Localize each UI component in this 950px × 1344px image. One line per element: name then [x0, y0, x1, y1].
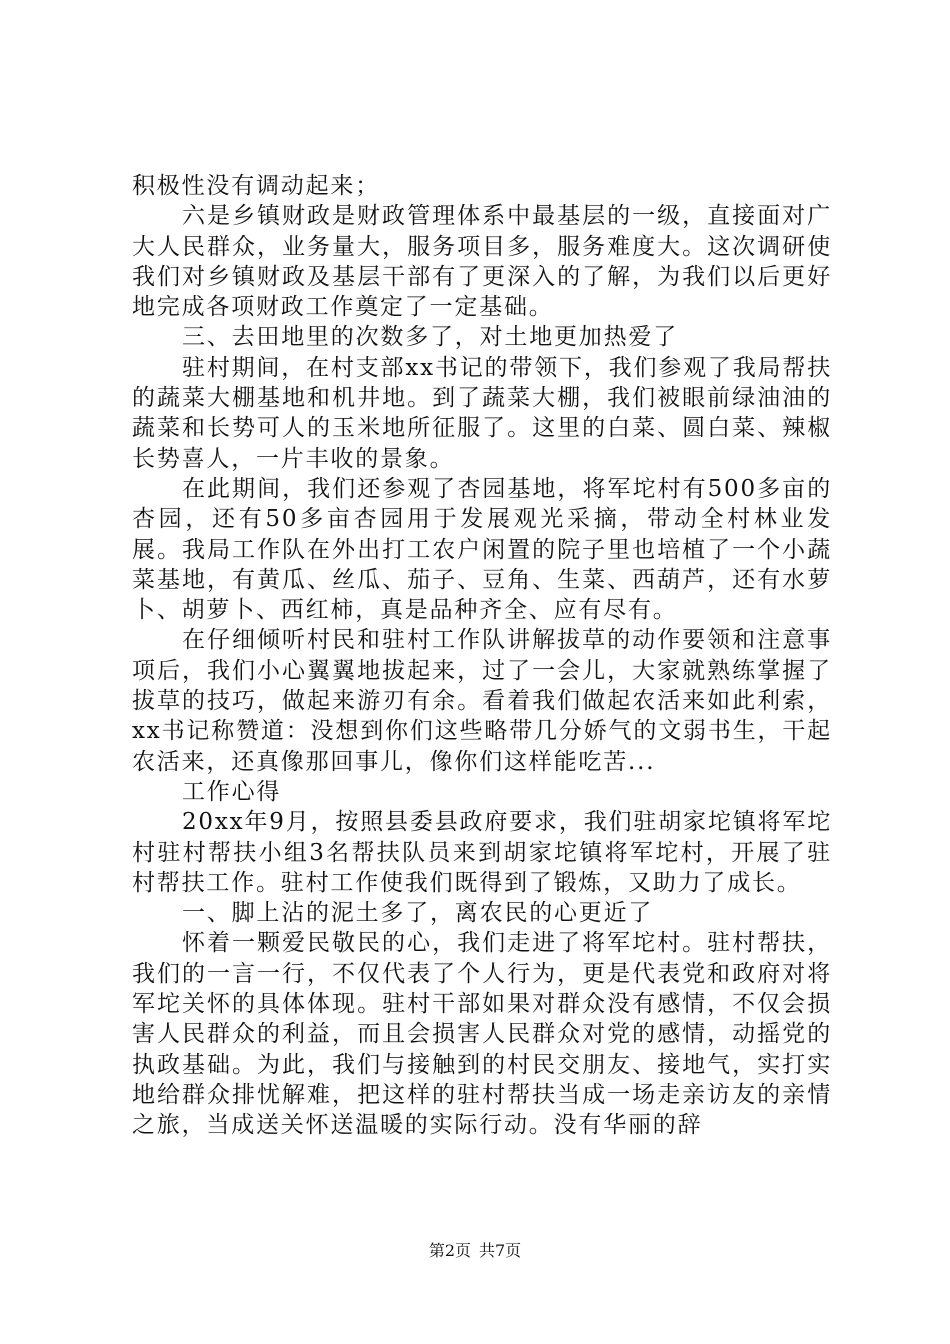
- paragraph-vegetable-greenhouse: 驻村期间，在村支部xx书记的带领下，我们参观了我局帮扶的蔬菜大棚基地和机井地。到了蔬菜大棚，我们被眼前绿油油的蔬菜和长势可人的玉米地所征服了。这里的白菜、圆白菜、辣椒长势喜人，一片丰收的景象。: [132, 354, 832, 472]
- paragraph-weeding: 在仔细倾听村民和驻村工作队讲解拔草的动作要领和注意事项后，我们小心翼翼地拔起来，过了一会儿，大家就熟练掌握了拔草的技巧，做起来游刃有余。看着我们做起农活来如此利索，xx书记称赞道：没想到你们这些略带几分娇气的文弱书生，干起农活来，还真像那回事儿，像你们这样能吃苦...: [132, 627, 832, 775]
- paragraph-continuation: 积极性没有调动起来；: [132, 173, 380, 199]
- paragraph-introduction: 20xx年9月，按照县委县政府要求，我们驻胡家坨镇将军坨村驻村帮扶小组3名帮扶队员来到胡家坨镇将军坨村，开展了驻村帮扶工作。驻村工作使我们既得到了锻炼，又助力了成长。: [132, 809, 832, 896]
- paragraph-township-finance: 六是乡镇财政是财政管理体系中最基层的一级，直接面对广大人民群众，业务量大，服务项目多，服务难度大。这次调研使我们对乡镇财政及基层干部有了更深入的了解，为我们以后更好地完成各项财政工作奠定了一定基础。: [132, 203, 832, 321]
- section-heading-closer-to-farmers: 一、脚上沾的泥土多了，离农民的心更近了: [182, 900, 654, 927]
- section-heading-fields: 三、去田地里的次数多了，对土地更加热爱了: [182, 324, 678, 351]
- section-heading-work-experience: 工作心得: [182, 778, 282, 805]
- page-footer: [0, 1241, 950, 1261]
- page-total: 共7页: [479, 1241, 522, 1260]
- paragraph-apricot-orchard: 在此期间，我们还参观了杏园基地，将军坨村有500多亩的杏园，还有50多亩杏园用于发展观光采摘，带动全村林业发展。我局工作队在外出打工农户闲置的院子里也培植了一个小蔬菜基地，有黄瓜、丝瓜、茄子、豆角、生菜、西葫芦，还有水萝卜、胡萝卜、西红柿，真是品种齐全、应有尽有。: [132, 475, 832, 624]
- paragraph-village-assistance: 怀着一颗爱民敬民的心，我们走进了将军坨村。驻村帮扶，我们的一言一行，不仅代表了个人行为，更是代表党和政府对将军坨关怀的具体体现。驻村干部如果对群众没有感情，不仅会损害人民群众的利益，而且会损害人民群众对党的感情，动摇党的执政基础。为此，我们与接触到的村民交朋友、接地气，实打实地给群众排忧解难，把这样的驻村帮扶当成一场走亲访友的亲情之旅，当成送关怀送温暖的实际行动。没有华丽的辞: [132, 930, 832, 1139]
- document-body: [132, 171, 832, 1141]
- page-number: 第2页: [428, 1241, 471, 1260]
